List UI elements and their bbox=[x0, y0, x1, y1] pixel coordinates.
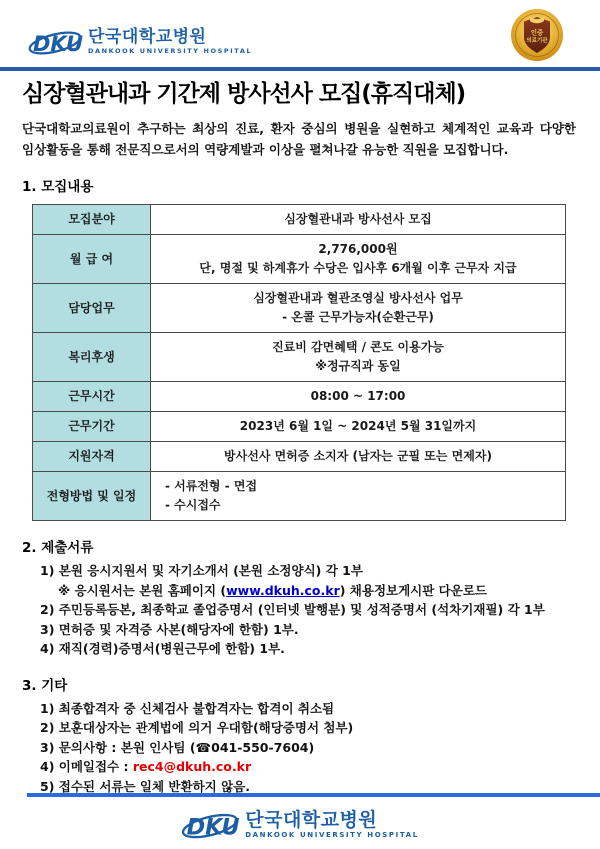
table-row bbox=[33, 205, 566, 235]
section2-heading: 2. 제출서류 bbox=[22, 540, 94, 556]
list-item: 1) 본원 응시지원서 및 자기소개서 (본원 소정양식) 각 1부 bbox=[40, 563, 363, 578]
row-label: 근무기간 bbox=[33, 412, 151, 442]
list-item: 2) 주민등록등본, 최종학교 졸업증명서 (인터넷 발행분) 및 성적증명서 (석차기재필) 각 1부 bbox=[40, 602, 545, 617]
table-row bbox=[33, 333, 566, 382]
hospital-name-korean: 단국대학교병원 bbox=[88, 27, 207, 47]
list-item: 4) 재직(경력)증명서(병원근무에 한함) 1부. bbox=[40, 641, 285, 656]
dku-logo-icon bbox=[28, 26, 84, 58]
list-item-note bbox=[58, 581, 600, 601]
seal-text-line2: 의료기관 bbox=[526, 38, 548, 44]
table-row bbox=[33, 284, 566, 333]
row-value: 심장혈관내과 혈관조영실 방사선사 업무 - 온콜 근무가능자(순환근무) bbox=[151, 284, 566, 333]
list-item: 5) 접수된 서류는 일체 반환하지 않음. bbox=[40, 778, 250, 794]
seal-text-line1: 인증 bbox=[530, 28, 544, 37]
header bbox=[0, 0, 600, 62]
row-label: 근무시간 bbox=[33, 382, 151, 412]
email-prefix: 4) 이메일접수 : bbox=[40, 759, 133, 774]
list-item: 3) 면허증 및 자격증 사본(해당자에 한함) 1부. bbox=[40, 621, 299, 637]
list-item: 3) 문의사항 : 본원 인사팀 (☎041-550-7604) bbox=[40, 739, 315, 755]
row-label: 월 급 여 bbox=[33, 235, 151, 284]
section2-list bbox=[40, 561, 600, 659]
hospital-name-english: DANKOOK UNIVERSITY HOSPITAL bbox=[245, 831, 419, 839]
application-email-link[interactable]: rec4@dkuh.co.kr bbox=[132, 759, 252, 774]
logo-text bbox=[88, 29, 252, 55]
section3-heading: 3. 기타 bbox=[22, 677, 68, 694]
list-item: 1) 최종합격자 중 신체검사 불합격자는 합격이 취소됨 bbox=[40, 700, 335, 716]
footer bbox=[0, 808, 600, 842]
svg-text:DKU: DKU bbox=[33, 32, 84, 56]
page-title: 심장혈관내과 기간제 방사선사 모집(휴직대체) bbox=[22, 81, 466, 107]
row-value: - 서류전형 - 면접 - 수시접수 bbox=[151, 472, 566, 521]
row-label: 전형방법 및 일정 bbox=[33, 472, 151, 521]
row-value: 08:00 ~ 17:00 bbox=[151, 382, 566, 412]
footer-divider bbox=[27, 793, 600, 797]
row-label: 지원자격 bbox=[33, 442, 151, 472]
row-value: 방사선사 면허증 소지자 (남자는 군필 또는 면제자) bbox=[151, 442, 566, 472]
hospital-name-korean: 단국대학교병원 bbox=[245, 809, 378, 831]
intro-paragraph: 단국대학교의료원이 추구하는 최상의 진료, 환자 중심의 병원을 실현하고 체계적인 교육과 다양한 임상활동을 통해 전문직으로서의 역량계발과 이상을 펼쳐나갈 유능한 직원을 모집합니다. bbox=[22, 121, 576, 157]
header-divider bbox=[0, 67, 600, 71]
hospital-logo-footer bbox=[181, 808, 419, 842]
row-label: 복리후생 bbox=[33, 333, 151, 382]
list-item-email bbox=[40, 757, 600, 777]
certification-seal-icon bbox=[510, 8, 564, 62]
svg-text:DKU: DKU bbox=[186, 814, 240, 841]
section3-list bbox=[40, 699, 600, 797]
table-row bbox=[33, 382, 566, 412]
row-label: 모집분야 bbox=[33, 205, 151, 235]
row-value: 2,776,000원 단, 명절 및 하계휴가 수당은 입사후 6개월 이후 근무자 지급 bbox=[151, 235, 566, 284]
note-suffix: ) 채용정보게시판 다운로드 bbox=[339, 582, 487, 598]
table-row bbox=[33, 442, 566, 472]
recruitment-table bbox=[32, 204, 566, 521]
section1-heading: 1. 모집내용 bbox=[22, 179, 94, 195]
note-prefix: ※ 응시원서는 본원 홈페이지 ( bbox=[58, 582, 227, 598]
table-row bbox=[33, 412, 566, 442]
table-row bbox=[33, 472, 566, 521]
row-value: 진료비 감면혜택 / 콘도 이용가능 ※정규직과 동일 bbox=[151, 333, 566, 382]
row-value: 심장혈관내과 방사선사 모집 bbox=[151, 205, 566, 235]
row-value: 2023년 6월 1일 ~ 2024년 5월 31일까지 bbox=[151, 412, 566, 442]
row-label: 담당업무 bbox=[33, 284, 151, 333]
logo-text bbox=[245, 811, 419, 839]
hospital-name-english: DANKOOK UNIVERSITY HOSPITAL bbox=[88, 47, 253, 55]
list-item: 2) 보훈대상자는 관계법에 의거 우대함(해당증명서 첨부) bbox=[40, 720, 354, 735]
dku-logo-icon bbox=[181, 808, 241, 842]
hospital-website-link[interactable]: www.dkuh.co.kr bbox=[226, 582, 340, 598]
table-row bbox=[33, 235, 566, 284]
